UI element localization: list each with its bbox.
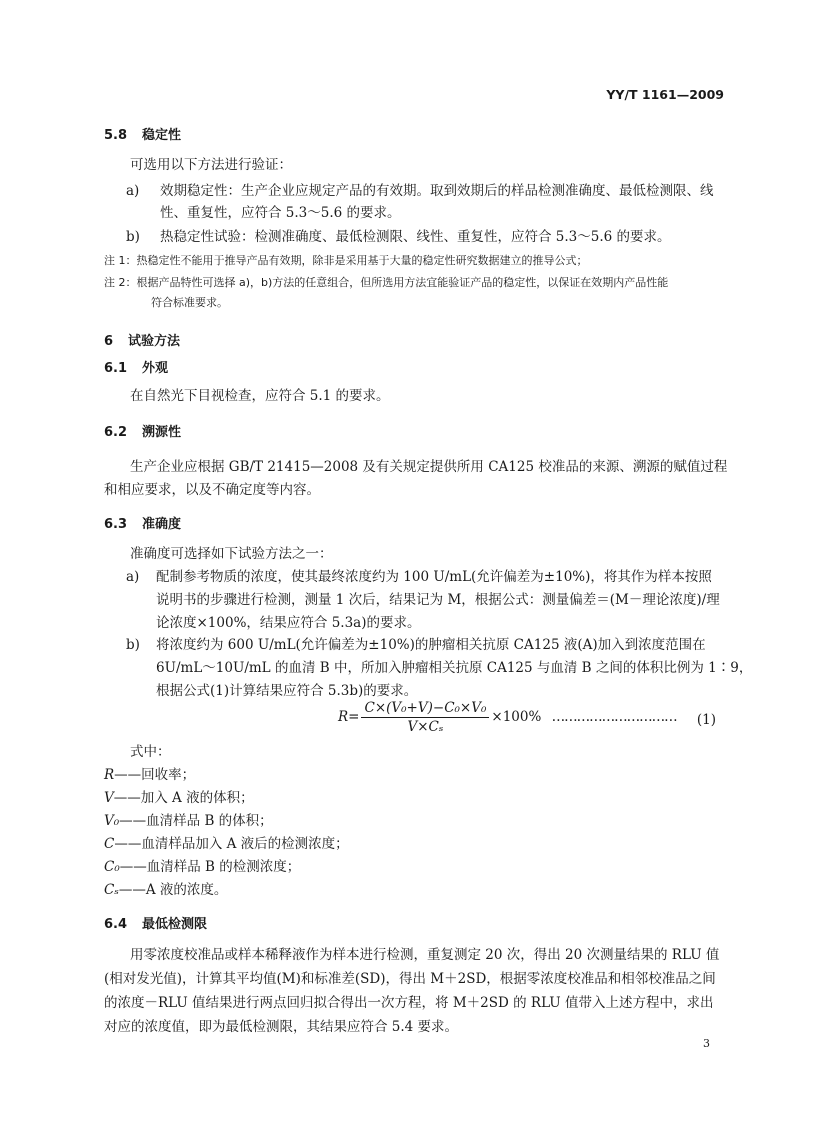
variable-desc: ——血清样品 B 的检测浓度；: [119, 859, 301, 875]
list-line: 效期稳定性：生产企业应规定产品的有效期。取到效期后的样品检测准确度、最低检测限、线: [160, 183, 714, 199]
paragraph-line: 的浓度－RLU 值结果进行两点回归拟合得出一次方程，将 M＋2SD 的 RLU 值带入上述方程中，求出: [104, 995, 714, 1011]
where-label: 式中：: [130, 744, 171, 760]
variable-symbol: V: [104, 790, 114, 806]
list-label: b): [126, 229, 140, 245]
variable-desc: ——A 液的浓度。: [118, 882, 228, 898]
heading-6-3: [104, 513, 181, 532]
paragraph: 在自然光下目视检查，应符合 5.1 的要求。: [130, 388, 390, 404]
list-line: 热稳定性试验：检测准确度、最低检测限、线性、重复性，应符合 5.3～5.6 的要求。: [160, 229, 671, 245]
formula-number: (1): [696, 712, 716, 728]
variable-row: [104, 765, 195, 785]
list-label: b): [126, 637, 140, 653]
heading-number: 6.4: [104, 917, 128, 932]
heading-title: 试验方法: [128, 334, 181, 349]
formula-fraction: [361, 700, 489, 735]
variable-row: [104, 811, 273, 831]
heading-5-8: [104, 124, 181, 143]
variable-row: [104, 834, 349, 854]
heading-6: [104, 330, 180, 349]
variable-symbol: R: [104, 767, 115, 783]
list-line: 说明书的步骤进行检测，测量 1 次后，结果记为 M，根据公式：测量偏差＝(M－理论浓度)/理: [156, 592, 720, 608]
variable-row: [104, 880, 227, 900]
formula-lhs: R=: [338, 709, 360, 725]
variable-desc: ——血清样品 B 的体积；: [119, 813, 273, 829]
list-line: 论浓度×100%，结果应符合 5.3a)的要求。: [156, 615, 421, 631]
heading-title: 稳定性: [142, 128, 182, 143]
formula-leader-dots: …………………………: [551, 709, 677, 725]
standard-number: YY/T 1161—2009: [606, 87, 724, 102]
note-1: 注 1：热稳定性不能用于推导产品有效期，除非是采用基于大量的稳定性研究数据建立的推导公式；: [104, 254, 588, 267]
variable-row: [104, 857, 300, 877]
variable-symbol: V₀: [104, 813, 120, 829]
note-2-cont: 符合标准要求。: [151, 296, 228, 309]
formula-1: [338, 700, 677, 735]
heading-number: 6.1: [104, 361, 128, 376]
heading-title: 最低检测限: [142, 917, 208, 932]
heading-number: 6.2: [104, 425, 128, 440]
list-line: 将浓度约为 600 U/mL(允许偏差为±10%)的肿瘤相关抗原 CA125 液(A)加入到浓度范围在: [156, 637, 706, 653]
list-line: 6U/mL～10U/mL 的血清 B 中，所加入肿瘤相关抗原 CA125 与血清 B 之间的体积比例为 1∶9，: [156, 660, 753, 676]
variable-symbol: C₀: [104, 859, 120, 875]
heading-6-2: [104, 421, 181, 440]
list-label: a): [126, 183, 140, 199]
note-2: 注 2：根据产品特性可选择 a)，b)方法的任意组合，但所选用方法宜能验证产品的稳定性，以保证在效期内产品性能: [104, 276, 669, 289]
heading-title: 外观: [142, 361, 169, 376]
variable-desc: ——加入 A 液的体积；: [113, 790, 254, 806]
heading-title: 溯源性: [142, 425, 182, 440]
paragraph: 可选用以下方法进行验证：: [130, 157, 292, 173]
heading-number: 6.3: [104, 517, 128, 532]
paragraph-line: 用零浓度校准品或样本稀释液作为样本进行检测，重复测定 20 次，得出 20 次测量结果的 RLU 值: [130, 947, 720, 963]
list-line: 根据公式(1)计算结果应符合 5.3b)的要求。: [156, 683, 418, 699]
variable-symbol: C: [104, 836, 115, 852]
heading-6-4: [104, 913, 207, 932]
heading-title: 准确度: [142, 517, 182, 532]
variable-row: [104, 788, 254, 808]
list-line: 配制参考物质的浓度，使其最终浓度约为 100 U/mL(允许偏差为±10%)，将其作为样本按照: [156, 569, 712, 585]
variable-symbol: Cₛ: [104, 882, 119, 898]
paragraph-line: 和相应要求，以及不确定度等内容。: [104, 482, 320, 498]
paragraph: 准确度可选择如下试验方法之一：: [130, 546, 333, 562]
paragraph-line: 对应的浓度值，即为最低检测限，其结果应符合 5.4 要求。: [104, 1019, 459, 1035]
formula-numerator: C×(V₀+V)−C₀×V₀: [361, 700, 489, 718]
heading-6-1: [104, 357, 168, 376]
page-number: 3: [703, 1037, 710, 1050]
variable-desc: ——血清样品加入 A 液后的检测浓度；: [114, 836, 349, 852]
list-label: a): [126, 569, 140, 585]
formula-tail: ×100%: [491, 709, 542, 725]
list-line: 性、重复性，应符合 5.3～5.6 的要求。: [160, 205, 401, 221]
heading-number: 5.8: [104, 128, 128, 143]
paragraph-line: 生产企业应根据 GB/T 21415—2008 及有关规定提供所用 CA125 校准品的来源、溯源的赋值过程: [130, 459, 728, 475]
heading-number: 6: [104, 334, 114, 349]
formula-denominator: V×Cₛ: [407, 719, 444, 735]
paragraph-line: (相对发光值)，计算其平均值(M)和标准差(SD)，得出 M＋2SD，根据零浓度校准品和相邻校准品之间: [104, 971, 716, 987]
variable-desc: ——回收率；: [114, 767, 196, 783]
